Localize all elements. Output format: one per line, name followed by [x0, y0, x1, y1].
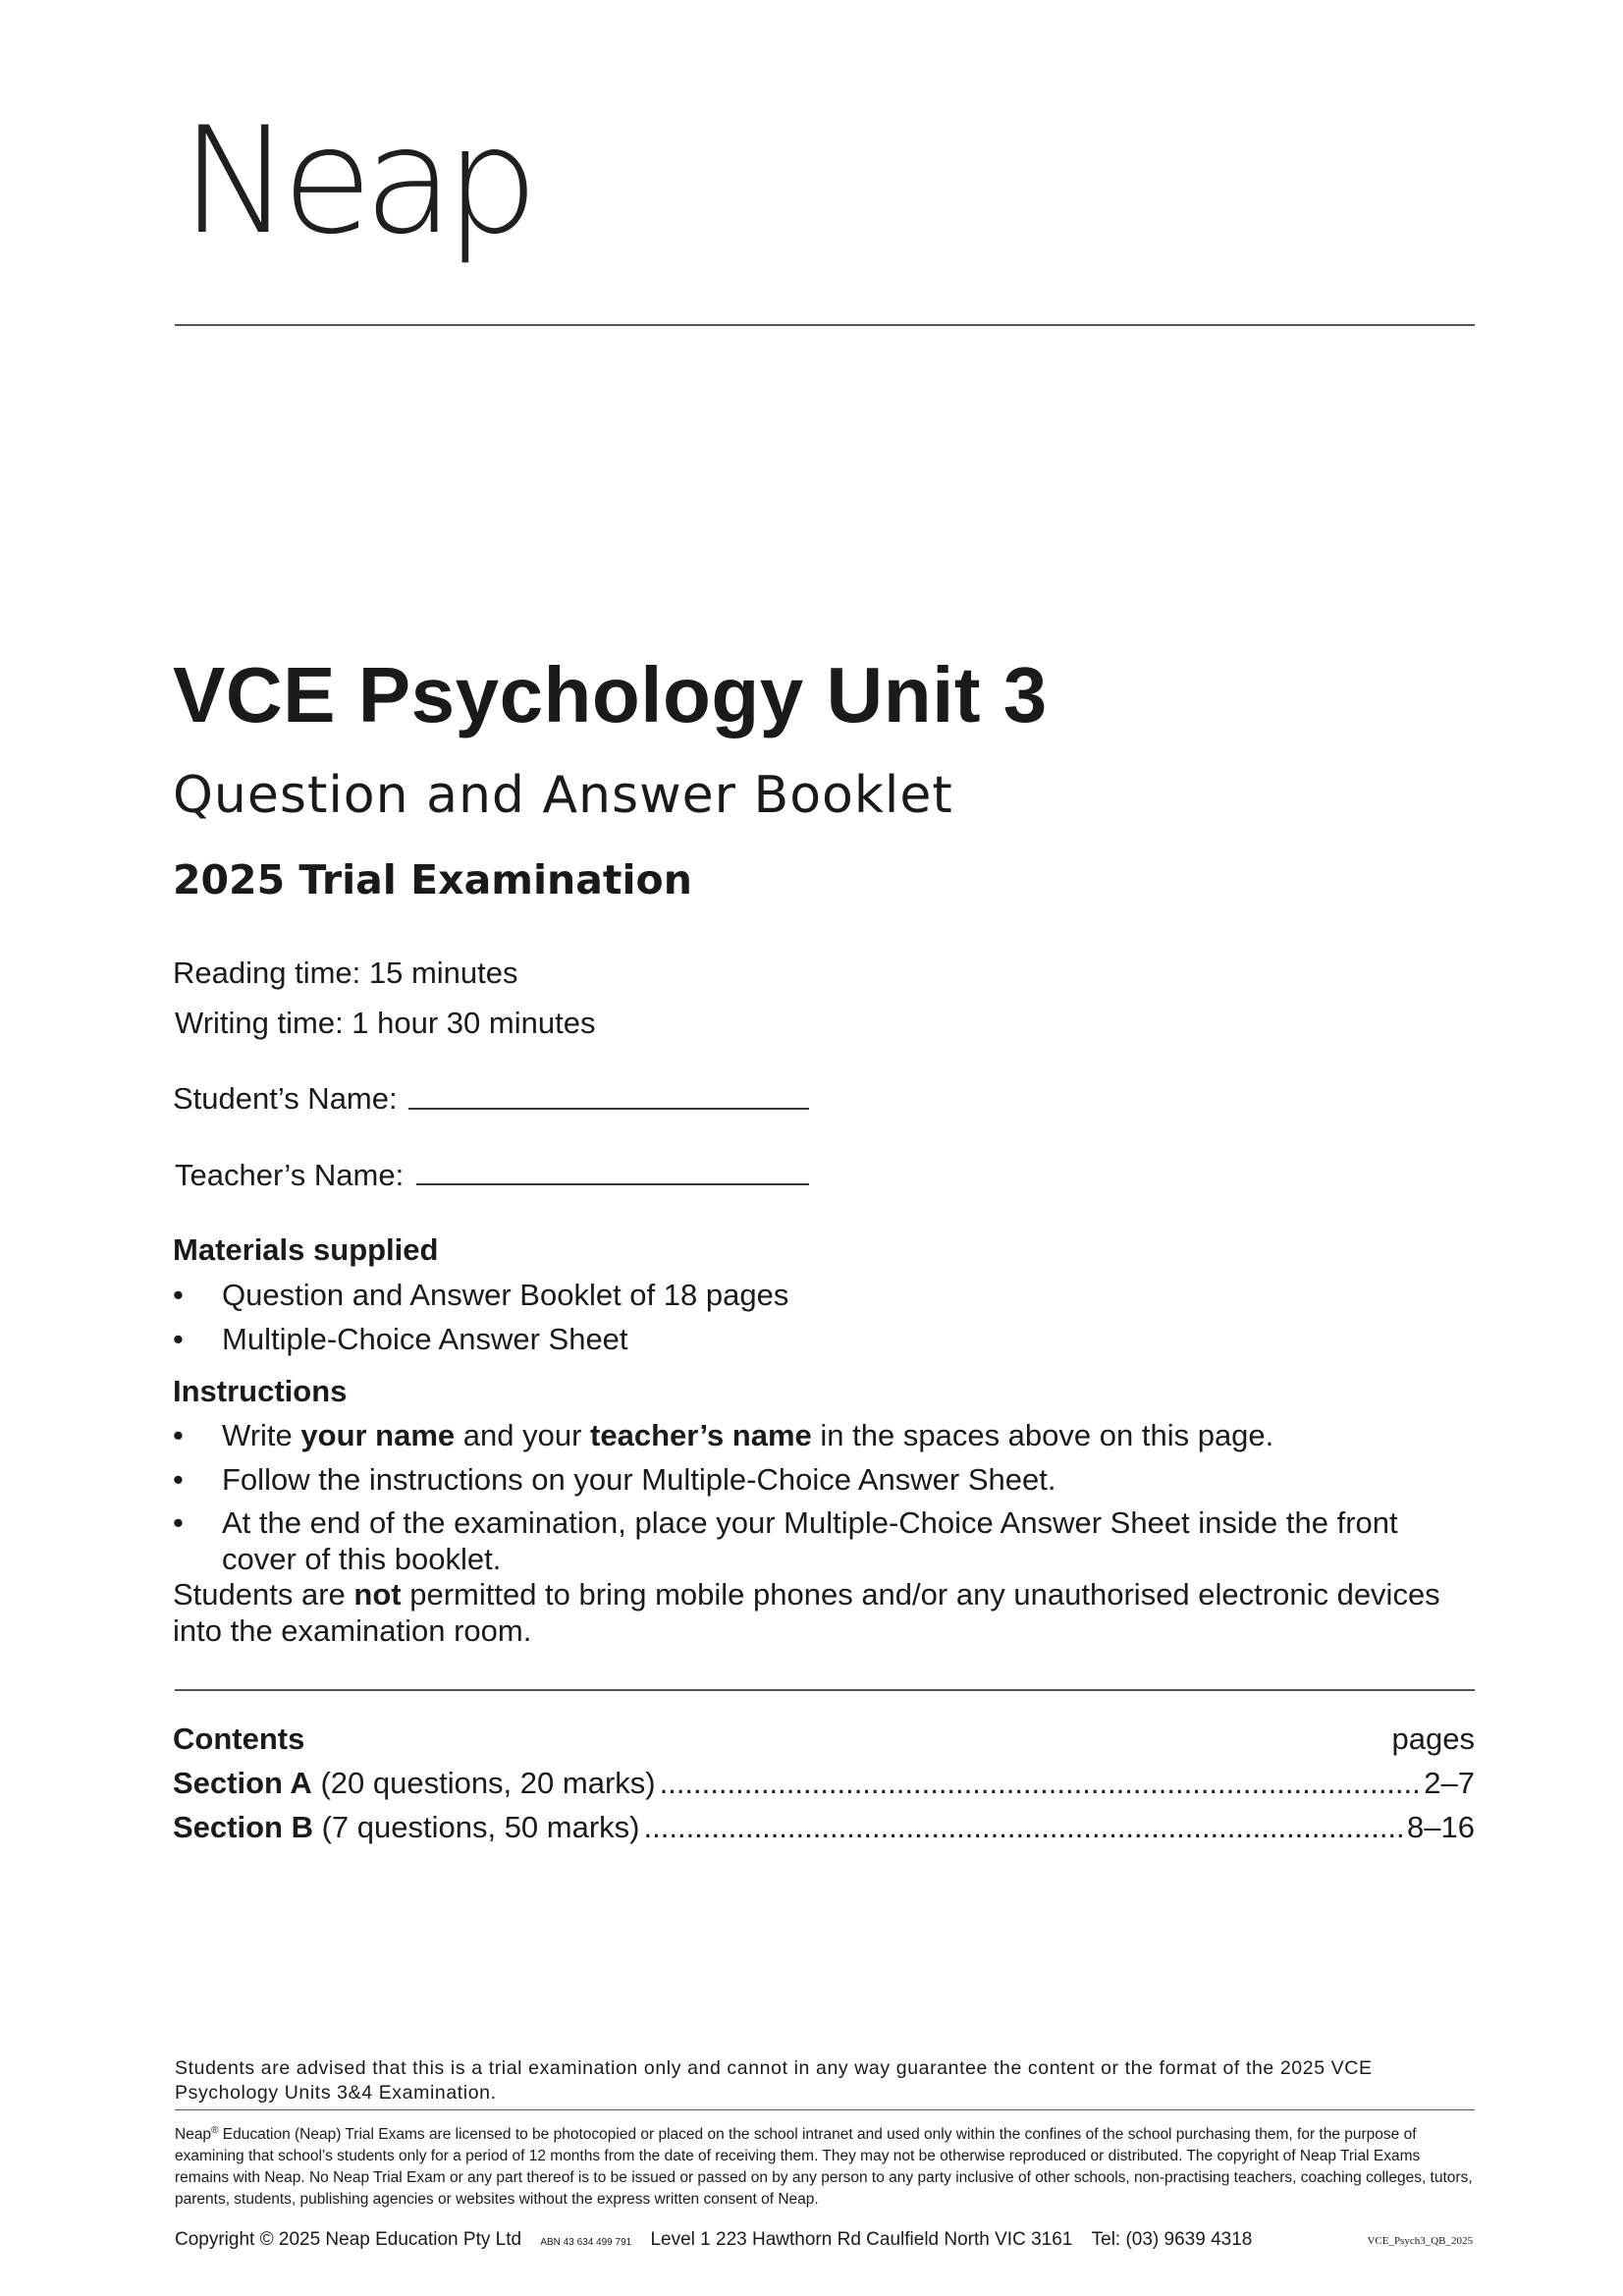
bullet-icon: • [173, 1418, 184, 1452]
bullet-icon: • [173, 1505, 184, 1540]
instruction-item: • Follow the instructions on your Multiple-Choice Answer Sheet. [173, 1462, 1056, 1497]
phone-text: Tel: (03) 9639 4318 [1091, 2229, 1253, 2250]
neap-logo: Neap [181, 96, 530, 267]
toc-row-section-a: Section A (20 questions, 20 marks) ..... 2–7 [173, 1764, 1475, 1803]
header-divider [175, 324, 1475, 326]
bullet-icon: • [173, 1462, 184, 1497]
footer-divider [175, 2109, 1475, 2110]
contents-divider [175, 1689, 1475, 1691]
instruction-item: • Write your name and your teacher’s name in the spaces above on this page. [173, 1418, 1274, 1452]
bullet-icon: • [173, 1322, 184, 1356]
reading-time: Reading time: 15 minutes [173, 956, 518, 990]
instructions-heading: Instructions [173, 1374, 348, 1408]
student-name-field[interactable] [408, 1108, 809, 1110]
exam-label: 2025 Trial Examination [173, 856, 692, 903]
instruction-item: • At the end of the examination, place your Multiple-Choice Answer Sheet inside the front cover of this booklet. [173, 1505, 1398, 1576]
teacher-name-label: Teacher’s Name: [175, 1158, 405, 1192]
toc-row-section-b: Section B (7 questions, 50 marks) ..... 8–16 [173, 1808, 1475, 1847]
toc-leader [644, 1808, 1404, 1847]
page-subtitle: Question and Answer Booklet [173, 766, 953, 825]
document-code: VCE_Psych3_QB_2025 [1367, 2235, 1473, 2247]
pages-label: pages [1391, 1722, 1475, 1756]
toc-leader [660, 1764, 1421, 1803]
materials-item: • Question and Answer Booklet of 18 pages [173, 1278, 789, 1312]
trial-advice: Students are advised that this is a trial examination only and cannot in any way guarantee the content or the format of the 2025 VCE Psychology Units 3&4 Examination. [175, 2057, 1373, 2104]
contents-heading: Contents [173, 1722, 305, 1756]
teacher-name-field[interactable] [416, 1183, 809, 1185]
abn-text: ABN 43 634 499 791 [540, 2237, 632, 2248]
student-name-label: Student’s Name: [173, 1081, 398, 1116]
materials-heading: Materials supplied [173, 1232, 439, 1267]
materials-item: • Multiple-Choice Answer Sheet [173, 1322, 628, 1356]
licence-notice: Neap® Education (Neap) Trial Exams are licensed to be photocopied or placed on the school intranet and used only within the confines of the school purchasing them, for the purpose of examining that school’s students only for a period of 12 months from the date of receiving them. They may not be otherwise reproduced or distributed. The copyright of Neap Trial Exams remains with Neap. No Neap Trial Exam or any part thereof is to be issued or passed on by any person to any party inclusive of other schools, non-practising teachers, coaching colleges, tutors, parents, students, publishing agencies or websites without the express written consent of Neap. [175, 2125, 1473, 2209]
copyright-text: Copyright © 2025 Neap Education Pty Ltd [175, 2229, 522, 2250]
writing-time: Writing time: 1 hour 30 minutes [175, 1006, 596, 1040]
bullet-icon: • [173, 1278, 184, 1312]
devices-notice: Students are not permitted to bring mobile phones and/or any unauthorised electronic devices into the examination room. [173, 1577, 1440, 1648]
copyright-bar [175, 2225, 1477, 2255]
page-title: VCE Psychology Unit 3 [173, 651, 1048, 738]
address-text: Level 1 223 Hawthorn Rd Caulfield North VIC 3161 [650, 2229, 1073, 2250]
